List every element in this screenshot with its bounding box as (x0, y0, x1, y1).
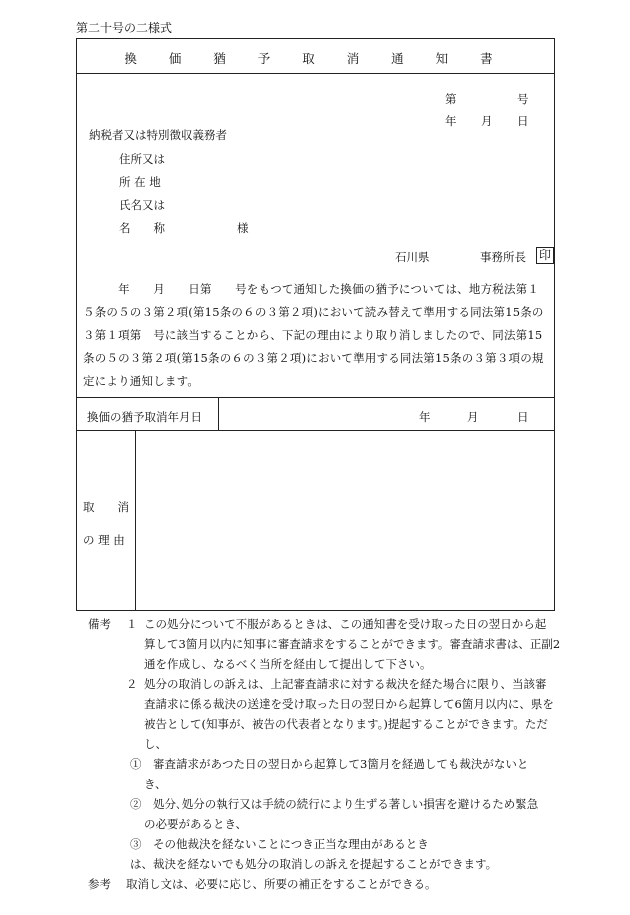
document-title: 換 価 猶 予 取 消 通 知 書 (124, 51, 507, 66)
name-label: 氏名又は (119, 198, 165, 212)
note-1-number: １ (126, 617, 138, 631)
date-row-bottom-border (77, 430, 554, 431)
reason-label-line2: の 理 由 (83, 533, 125, 547)
body-line: 定により通知します。 (83, 374, 200, 388)
issue-day-label: 日 (517, 114, 529, 128)
doc-number-suffix: 号 (517, 92, 529, 106)
body-line: 年 月 日第 号をもつて通知した換価の猶予については、地方税法第１ (83, 282, 540, 296)
note-2-line: 査請求に係る裁決の送達を受け取った日の翌日から起算して6箇月以内に、県を (144, 697, 554, 711)
notice-body (83, 278, 551, 393)
issuer-prefecture: 石川県 (395, 250, 430, 264)
reason-divider (135, 430, 136, 611)
issue-year-label: 年 (445, 114, 457, 128)
reason-label-line1: 取 消 (83, 500, 129, 514)
condition-1-line: き、 (144, 777, 167, 791)
issue-month-label: 月 (481, 114, 493, 128)
sanko-label: 参考 (88, 877, 111, 891)
cancel-day-label: 日 (517, 410, 529, 424)
biko-label: 備考 (88, 617, 111, 631)
seal-mark-wrap (536, 247, 554, 264)
condition-1-line: ① 審査請求があつた日の翌日から起算して3箇月を経過しても裁決がないと (130, 757, 529, 771)
note-2-line: 被告として(知事が、被告の代表者となります。)提起することができます。ただ (144, 717, 548, 731)
form-number: 第二十号の二様式 (76, 21, 173, 35)
location-label: 所 在 地 (119, 175, 161, 189)
body-line: ３第１項第 号に該当することから、下記の理由により取り消しましたので、同法第15 (83, 328, 543, 342)
name2-label: 名 称 (119, 221, 165, 235)
honorific: 様 (237, 221, 249, 235)
body-line: ５条の５の３第２項(第15条の６の３第２項)において読み替えて準用する同法第15条の (83, 305, 544, 319)
issuer-office: 事務所長 (480, 250, 526, 264)
cancel-year-label: 年 (419, 410, 431, 424)
cancel-date-label: 換価の猶予取消年月日 (87, 410, 202, 424)
title-divider (77, 73, 554, 74)
note-2-line: 処分の取消しの訴えは、上記審査請求に対する裁決を経た場合に限り、当該審 (144, 677, 547, 691)
addressee-role: 納税者又は特別徴収義務者 (89, 128, 227, 142)
address-label: 住所又は (119, 152, 165, 166)
condition-3-line: ③ その他裁決を経ないことにつき正当な理由があるとき (130, 837, 429, 851)
note-2-line: し、 (144, 737, 167, 751)
note-2-number: ２ (126, 677, 138, 691)
condition-2-line: の必要があるとき、 (144, 817, 248, 831)
condition-2-line: ② 処分､処分の執行又は手続の続行により生ずる著しい損害を避けるため緊急 (130, 797, 539, 811)
sanko-text: 取消し文は、必要に応じ、所要の補正をすることができる。 (126, 877, 437, 891)
doc-number-prefix: 第 (445, 92, 457, 106)
seal-mark: 印 (536, 247, 554, 264)
date-row-divider (218, 397, 219, 430)
note-1-line: 算して3箇月以内に知事に審査請求をすることができます。審査請求書は、正副2 (144, 637, 561, 651)
cancel-month-label: 月 (467, 410, 479, 424)
notes-tail: は、裁決を経ないでも処分の取消しの訴えを提起することができます。 (130, 857, 498, 871)
reason-field[interactable] (141, 439, 546, 605)
note-1-line: 通を作成し、なるべく当所を経由して提出して下さい。 (144, 657, 432, 671)
date-row-top-border (77, 397, 554, 398)
body-line: 条の５の３第２項(第15条の６の３第２項)において準用する同法第15条の３第３項の規 (83, 351, 544, 365)
notice-form-box (76, 38, 555, 611)
note-1-line: この処分について不服があるときは、この通知書を受け取った日の翌日から起 (144, 617, 547, 631)
